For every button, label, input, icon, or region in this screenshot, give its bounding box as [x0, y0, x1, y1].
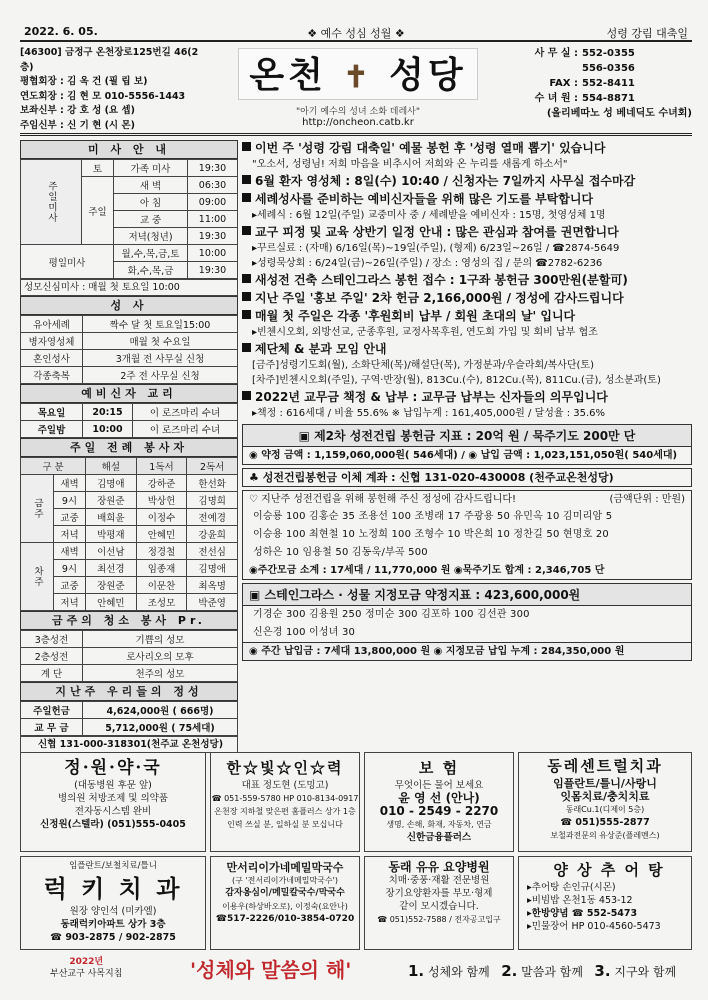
unit-label: (금액단위 : 만원) — [609, 494, 685, 505]
notice-item: 새성전 건축 스테인그라스 봉헌 접수 : 1구좌 봉헌금 300만원(분할可) — [242, 272, 692, 289]
ad-manpower: 한☆빛☆인☆력 대표 정도현 (도밍고) ☎ 051-559-5780 HP 010-8134-0917 온천장 지하철 맞은편 홈플러스 상가 1층 인력 쓰실 분, 일하실 분 모십니다 — [210, 752, 360, 852]
yeondo-president: 연도회장 : 김 현 모 010-5556-1443 — [20, 90, 186, 102]
building-pledge: ◉ 약정 금액 : 1,159,060,000원( 546세대) / ◉ 납입 금액 : 1,023,151,050원( 540세대) — [249, 450, 678, 461]
offering-title: 지난주 우리들의 정성 — [20, 682, 238, 701]
ad-hospital: 동래 유유 요양병원 치매·중풍·재활 전문병원 장기요양환자를 부모·형제 같이 모시겠습니다. ☎ 051)552-7588 / 전자공고입구 — [364, 856, 514, 950]
month-theme: ❖ 예수 성심 성월 ❖ — [307, 27, 405, 40]
notice-item: 제단체 & 분과 모임 안내 [금주]성령기도회(월), 소화단체(목)/해설단(목), 가정분과/우슬라회/복사단(토) [차주]빈첸시오회(주일), 구역·반장(월), 813Cu.(수), 812Cu.(목), 811Cu.(금), 성소분과(토) — [242, 341, 692, 388]
convent-name: (올리베따노 성 베네딕도 수녀회) — [546, 108, 692, 119]
parish-title: 온천 ✝ 성당 — [238, 48, 478, 100]
notice-item: 2022년 교무금 책정 & 납부 : 교무금 납부는 신자들의 의무입니다 ▸책정 : 616세대 / 비율 55.6% ※ 납입누계 : 161,405,000원 / 달성율 : 35.6% — [242, 389, 692, 421]
donor-names: 성하은 10 임용철 50 김동욱/부곡 500 — [253, 547, 428, 558]
masthead — [20, 44, 692, 136]
contact-office: 사 무 실 : 552-0355 — [534, 48, 635, 59]
parish-staff — [20, 46, 210, 134]
mass-title: 미 사 안 내 — [20, 140, 238, 159]
notice-item: 지난 주일 '홍보 주일' 2차 헌금 2,166,000원 / 정성에 감사드립니다 — [242, 290, 692, 307]
pastoral-points: 1. 성체와 함께 2. 말씀과 함께 3. 지구와 함께 — [408, 962, 677, 980]
weekday-mass-label: 평일미사 — [21, 245, 114, 279]
offering-table: 주일헌금 4,624,000원 ( 666명) 교 무 금 5,712,000원 ( 75세대) — [20, 701, 238, 736]
stained-total: ◉ 주간 납입금 : 7세대 13,800,000 원 ◉ 지정모금 납입 누계 : 284,350,000 원 — [243, 642, 691, 660]
notice-item: 세례성사를 준비하는 예비신자들을 위해 많은 기도를 부탁합니다 ▸세례식 : 6월 12일(주일) 교중미사 중 / 세례받을 예비신자 : 15명, 첫영성체 1명 — [242, 191, 692, 223]
stained-names: 신은경 100 이성녀 30 — [253, 627, 356, 638]
servers-table: 구 분 해설 1독서 2독서 금주 새벽 김명애 강하준 한선화 9시 장원준 박상헌 김명희 교중 배희윤 이정수 전예경 저녁 박평재 안혜민 강윤희 차주 새벽 이선남 정경철 전선심 9시 최선경 임종재 김명애 교중 장원준 이문찬 최옥명 저녁 안혜민 조성모 박준영 — [20, 457, 238, 611]
notice-item: 이번 주 '성령 강림 대축일' 예물 봉헌 후 '성령 열매 뽑기' 있습니다 "오소서, 성령님! 저희 마음을 비추시어 저희와 온 누리를 새롭게 하소서" — [242, 140, 692, 172]
building-account-box — [242, 468, 692, 487]
catechumen-table: 목요일 20:15 이 로즈마리 수녀 주일밤 10:00 이 로즈마리 수녀 — [20, 403, 238, 438]
notice-item: 6월 환자 영성체 : 8일(수) 10:40 / 신청자는 7일까지 사무실 접수마감 — [242, 173, 692, 190]
ad-noodle: 만서리이가네메밀막국수 (구 '전서리이가네메밀막국수') 감자옹심이/메밀칼국수/막국수 이용우(하상바오로), 이정숙(요안나) ☎517-2226/010-3854-0720 — [210, 856, 360, 950]
notices-column — [242, 140, 692, 661]
advertisements — [20, 752, 692, 952]
contact-fax: FAX : 552-8411 — [549, 78, 635, 89]
donor-names: 이승룡 100 김홍순 35 조용선 100 조병래 17 주광용 50 유민옥 10 김미리암 5 — [253, 511, 613, 522]
contact-info — [487, 46, 692, 121]
cross-icon: ✝ — [343, 60, 373, 95]
feast-name: 성령 강림 대축일 — [606, 27, 688, 40]
building-fund-box — [242, 424, 692, 465]
masthead-title-block — [238, 48, 478, 128]
sacraments-table: 유아세례 짝수 달 첫 토요일15:00 병자영성체 매월 첫 수요일 혼인성사 3개월 전 사무실 신청 각종축복 2주 전 사무실 신청 — [20, 315, 238, 384]
servers-title: 주일 전례 봉사자 — [20, 438, 238, 457]
marian-mass-note: 성모신심미사 : 매월 첫 토요일 10:00 — [20, 279, 238, 296]
building-account: ♣ 성전건립봉헌금 이체 계좌 : 신협 131-020-430008 (천주교온천성당) — [249, 471, 614, 484]
bank-account: 신협 131-000-318301(천주교 온천성당) — [20, 736, 238, 753]
ad-chueotang: 양 상 추 어 탕 ▸추어탕 손인규(시몬) ▸비빔밥 온천1동 453-12 ▸한방양념 ☎ 552-5473 ▸민물장어 HP 010-4560-5473 — [518, 856, 692, 950]
donor-names: 이승용 100 최현철 10 노정희 100 조형수 10 박은희 10 정찬길 50 현명호 20 — [253, 529, 609, 540]
contact-convent: 수 녀 원 : 554-8871 — [534, 93, 635, 104]
catechumen-title: 예비신자 교리 — [20, 384, 238, 403]
notice-item: 교구 피정 및 교육 상반기 일정 안내 : 많은 관심과 참여를 권면합니다 ▸꾸르실료 : (자매) 6/16일(목)~19일(주일), (형제) 6/23일~26일 / ☎2874-5649 ▸성령묵상회 : 6/24일(금)~26일(주일) / 장소 : 영성의 집 / 문의 ☎2782-6236 — [242, 224, 692, 271]
building-fund-head: ▣ 제2차 성전건립 봉헌금 지표 : 20억 원 / 묵주기도 200만 단 — [243, 425, 691, 447]
footer-banner — [20, 956, 692, 982]
cleaning-title: 금주의 청소 봉사 Pr. — [20, 611, 238, 630]
sunday-mass-label: 주일미사 — [21, 160, 82, 245]
issue-date: 2022. 6. 05. — [24, 25, 98, 38]
cleaning-table: 3층성전 기쁨의 성모 2층성전 로사리오의 모후 계 단 천주의 성모 — [20, 630, 238, 682]
diocese-logo — [50, 956, 122, 980]
patron-saint: "아기 예수의 성녀 소화 데레사" — [295, 107, 421, 117]
address: [46300] 금정구 온천장로125번길 46(2층) — [20, 47, 199, 73]
stained-names: 기경순 300 김용원 250 정미순 300 김포하 100 김선관 300 — [253, 609, 530, 620]
logo-name: 부산교구 사목지침 — [50, 969, 123, 979]
stained-glass-box — [242, 583, 692, 661]
stained-glass-head: ▣ 스테인그라스 · 성물 지정모금 약정지표 : 423,600,000원 — [243, 584, 691, 606]
ad-pharmacy: 정·원·약·국 (대동병원 후문 앞) 병의원 처방조제 및 의약품 전자동시스템 완비 신정원(스텔라) (051)555-0405 — [20, 752, 206, 852]
ad-dental-central: 동레센트럴치과 임플란트/틀니/사랑니 잇몸치료/충치치료 동래Cu.1(디제이 5층) ☎ 051)555-2877 보철과전문의 유상준(플레멘스) — [518, 752, 692, 852]
top-bar — [20, 22, 692, 42]
thanks-line: ♡ 지난주 성전건립을 위해 봉헌해 주신 정성에 감사드립니다! — [249, 494, 517, 505]
sacraments-title: 성 사 — [20, 296, 238, 315]
assistant-priest: 보좌신부 : 강 호 성 (요 셉) — [20, 105, 135, 117]
left-column — [20, 140, 238, 753]
ad-insurance: 보 험 무엇이든 물어 보세요 윤 영 선 (안나) 010 - 2549 - 2270 생명, 손해, 화재, 자동차, 연금 신한금융플러스 — [364, 752, 514, 852]
council-president: 평협회장 : 김 옥 건 (필 립 보) — [20, 76, 148, 88]
weekly-total: ◉주간모금 소계 : 17세대 / 11,770,000 원 ◉묵주기도 합계 : 2,346,705 단 — [249, 565, 605, 576]
pastor: 주임신부 : 신 기 현 (시 몬) — [20, 119, 135, 131]
contact-office-2: 556-0356 — [582, 63, 635, 74]
donor-list-box — [242, 490, 692, 580]
ad-lucky-dental: 임플란트/보철치료/틀니 럭 키 치 과 원장 양인석 (미카엘) 동래럭키아파트 상가 3층 ☎ 903-2875 / 902-2875 — [20, 856, 206, 950]
bulletin-page — [20, 22, 692, 982]
year-slogan: '성체와 말씀의 해' — [190, 958, 352, 982]
notice-item: 매월 첫 주일은 각종 '후원회비 납부 / 회원 초대의 날' 입니다 ▸빈첸시오회, 외방선교, 군종후원, 교정사목후원, 연도회 가입 및 회비 납부 협조 — [242, 308, 692, 340]
logo-year: 2022년 — [69, 957, 104, 967]
mass-table: 주일미사 토 가족 미사 19:30 주일 새 벽 06:30 아 침 09:00 교 중 11:00 저녁(청년) 19:30 평일미사 월,수,목,금,토 10:00 화,수,목,금 19:30 — [20, 159, 238, 279]
parish-url[interactable]: http://oncheon.catb.kr — [302, 117, 414, 128]
